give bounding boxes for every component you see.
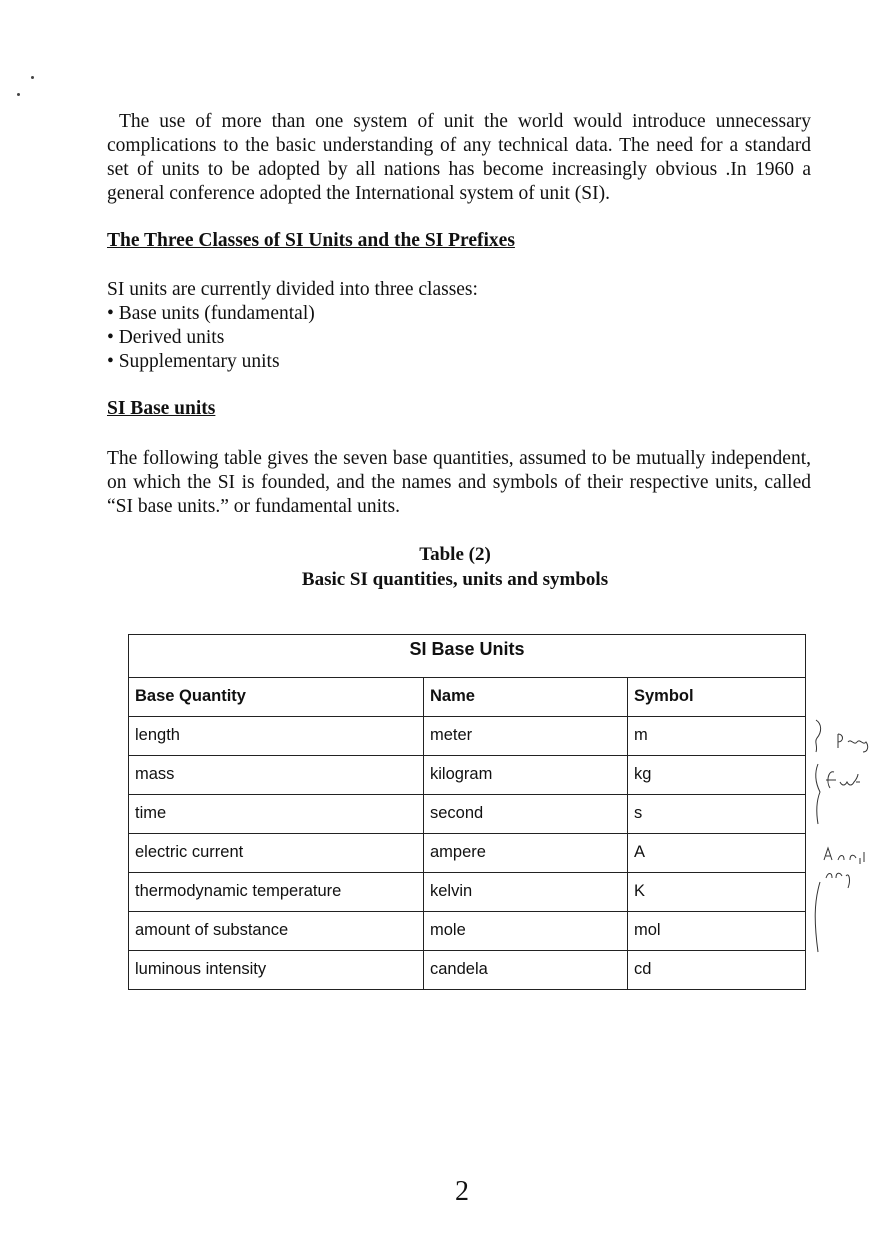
cell-symbol: kg [628, 756, 806, 795]
table-title: SI Base Units [129, 635, 806, 678]
cell-name: second [424, 795, 628, 834]
table-row [129, 756, 806, 795]
column-header: Name [424, 678, 628, 717]
cell-symbol: s [628, 795, 806, 834]
si-base-units-table [128, 634, 806, 990]
classes-lead: SI units are currently divided into three classes: [107, 279, 478, 300]
cell-quantity: time [129, 795, 424, 834]
cell-name: ampere [424, 834, 628, 873]
handwritten-margin-notes [808, 712, 888, 972]
table-row [129, 717, 806, 756]
section-heading-base-units: SI Base units [107, 398, 216, 419]
scan-speck [31, 76, 34, 79]
cell-quantity: mass [129, 756, 424, 795]
table-row [129, 873, 806, 912]
bullet-item: • Supplementary units [107, 351, 280, 372]
intro-paragraph: The use of more than one system of unit the world would introduce unnecessary complications to the basic understanding of any technical data. The need for a standard set of units to be adopted by all nations has become increasingly obvious .In 1960 a general conference adopted the International system of unit (SI). [107, 111, 811, 204]
cell-name: candela [424, 951, 628, 990]
column-header: Symbol [628, 678, 806, 717]
cell-quantity: luminous intensity [129, 951, 424, 990]
page-number: 2 [455, 1176, 469, 1207]
table-row [129, 951, 806, 990]
cell-symbol: K [628, 873, 806, 912]
table-row [129, 834, 806, 873]
cell-symbol: A [628, 834, 806, 873]
base-units-paragraph: The following table gives the seven base quantities, assumed to be mutually independent, on which the SI is founded, and the names and symbols of their respective units, called “SI base units.” or fundamental units. [107, 448, 811, 517]
cell-quantity: length [129, 717, 424, 756]
table-row [129, 912, 806, 951]
cell-name: mole [424, 912, 628, 951]
table-row [129, 795, 806, 834]
cell-quantity: thermodynamic temperature [129, 873, 424, 912]
section-heading-classes: The Three Classes of SI Units and the SI Prefixes [107, 230, 515, 251]
cell-symbol: m [628, 717, 806, 756]
cell-name: meter [424, 717, 628, 756]
cell-quantity: electric current [129, 834, 424, 873]
scan-speck [17, 93, 20, 96]
table-caption-number: Table (2) [419, 544, 491, 565]
table-caption-title: Basic SI quantities, units and symbols [301, 569, 609, 590]
cell-name: kilogram [424, 756, 628, 795]
cell-symbol: cd [628, 951, 806, 990]
bullet-item: • Derived units [107, 327, 225, 348]
cell-name: kelvin [424, 873, 628, 912]
cell-quantity: amount of substance [129, 912, 424, 951]
bullet-item: • Base units (fundamental) [107, 303, 315, 324]
column-header: Base Quantity [129, 678, 424, 717]
cell-symbol: mol [628, 912, 806, 951]
